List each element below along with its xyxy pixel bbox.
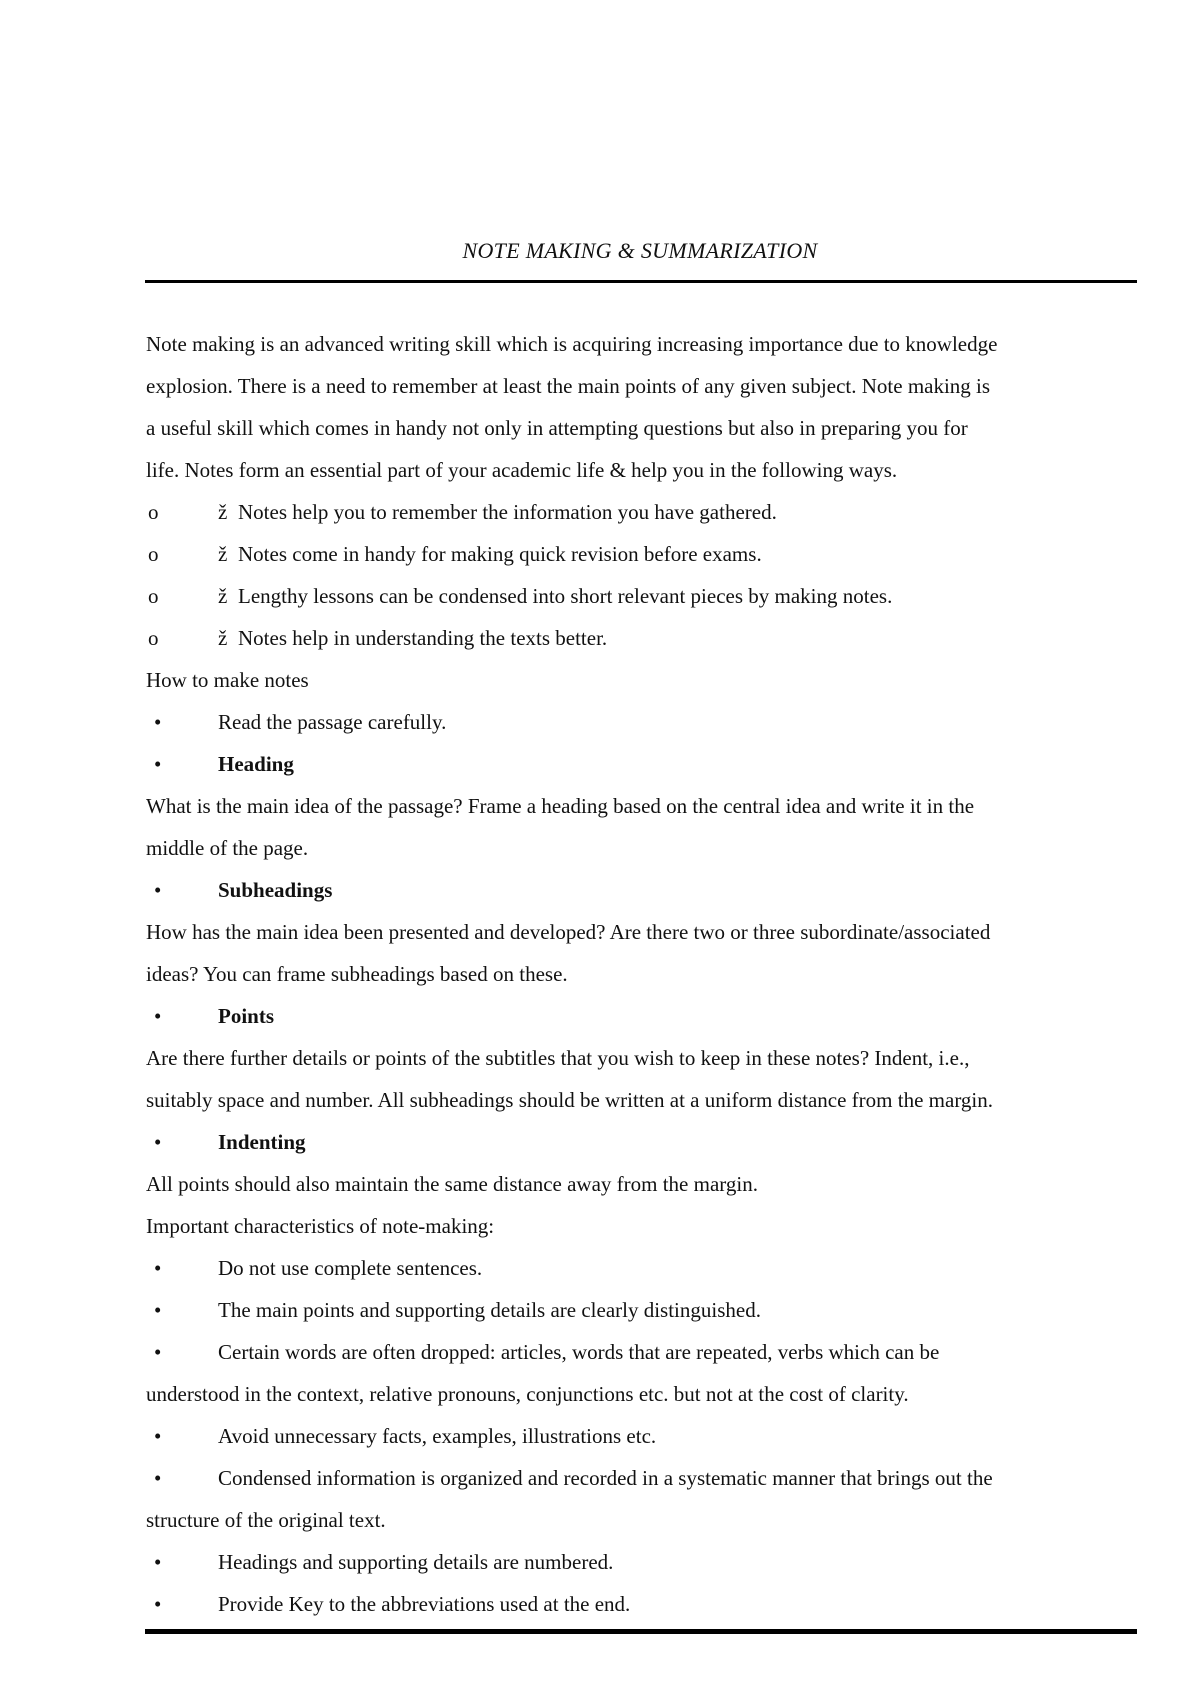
indenting-label: Indenting	[218, 1130, 306, 1154]
document-body	[146, 323, 1136, 1625]
bullet-icon: •	[154, 1130, 162, 1154]
footer-divider	[145, 1629, 1137, 1634]
bullet-icon: •	[154, 1592, 162, 1616]
paragraph-line: Note making is an advanced writing skill which is acquiring increasing importance due to knowledge	[146, 332, 998, 356]
list-item	[146, 533, 1136, 575]
list-item	[146, 575, 1136, 617]
list-item-text: Notes help in understanding the texts better.	[238, 626, 608, 650]
list-item-text: Headings and supporting details are numbered.	[218, 1550, 614, 1574]
list-item-text: Condensed information is organized and recorded in a systematic manner that brings out the	[218, 1466, 993, 1490]
list-item	[146, 1247, 1136, 1289]
paragraph-line: What is the main idea of the passage? Frame a heading based on the central idea and write it in the	[146, 794, 975, 818]
list-item	[146, 1289, 1136, 1331]
paragraph-line: Are there further details or points of the subtitles that you wish to keep in these notes? Indent, i.e.,	[146, 1046, 970, 1070]
section-heading: How to make notes	[146, 668, 309, 692]
paragraph-line: structure of the original text.	[146, 1508, 386, 1532]
paragraph-line: middle of the page.	[146, 836, 309, 860]
list-item	[146, 491, 1136, 533]
page-title: NOTE MAKING & SUMMARIZATION	[462, 238, 818, 263]
list-item-text: Do not use complete sentences.	[218, 1256, 483, 1280]
list-item-text: Lengthy lessons can be condensed into short relevant pieces by making notes.	[238, 584, 893, 608]
bullet-icon: •	[154, 1004, 162, 1028]
paragraph-line: suitably space and number. All subheadings should be written at a uniform distance from the margin.	[146, 1088, 994, 1112]
hook-bullet-icon: ž	[218, 584, 228, 608]
list-item	[146, 1121, 1136, 1163]
circle-bullet-icon: o	[148, 500, 159, 524]
bullet-icon: •	[154, 1298, 162, 1322]
list-item-text: Read the passage carefully.	[218, 710, 447, 734]
bullet-icon: •	[154, 710, 162, 734]
list-item-text: The main points and supporting details are clearly distinguished.	[218, 1298, 761, 1322]
list-item	[146, 1415, 1136, 1457]
list-item	[146, 743, 1136, 785]
paragraph-line: How has the main idea been presented and developed? Are there two or three subordinate/associated	[146, 920, 991, 944]
list-item-text: Provide Key to the abbreviations used at the end.	[218, 1592, 631, 1616]
heading-label: Heading	[218, 752, 294, 776]
list-item	[146, 1331, 1136, 1373]
circle-bullet-icon: o	[148, 542, 159, 566]
paragraph-line: ideas? You can frame subheadings based on these.	[146, 962, 568, 986]
list-item	[146, 1541, 1136, 1583]
bullet-icon: •	[154, 752, 162, 776]
list-item-text: Avoid unnecessary facts, examples, illustrations etc.	[218, 1424, 657, 1448]
bullet-icon: •	[154, 1550, 162, 1574]
bullet-icon: •	[154, 1340, 162, 1364]
hook-bullet-icon: ž	[218, 500, 228, 524]
paragraph-line: understood in the context, relative pronouns, conjunctions etc. but not at the cost of clarity.	[146, 1382, 909, 1406]
bullet-icon: •	[154, 1256, 162, 1280]
paragraph-line: All points should also maintain the same distance away from the margin.	[146, 1172, 758, 1196]
points-label: Points	[218, 1004, 275, 1028]
list-item	[146, 869, 1136, 911]
bullet-icon: •	[154, 1424, 162, 1448]
list-item	[146, 1457, 1136, 1499]
circle-bullet-icon: o	[148, 584, 159, 608]
list-item-text: Notes come in handy for making quick revision before exams.	[238, 542, 762, 566]
list-item	[146, 617, 1136, 659]
bullet-icon: •	[154, 878, 162, 902]
subheadings-label: Subheadings	[218, 878, 333, 902]
hook-bullet-icon: ž	[218, 626, 228, 650]
paragraph-line: a useful skill which comes in handy not only in attempting questions but also in preparing you for	[146, 416, 968, 440]
list-item-text: Notes help you to remember the information you have gathered.	[238, 500, 777, 524]
section-heading: Important characteristics of note-making:	[146, 1214, 495, 1238]
list-item	[146, 995, 1136, 1037]
title-divider	[145, 280, 1137, 283]
list-item	[146, 701, 1136, 743]
paragraph-line: explosion. There is a need to remember at least the main points of any given subject. Note making is	[146, 374, 991, 398]
bullet-icon: •	[154, 1466, 162, 1490]
list-item	[146, 1583, 1136, 1625]
hook-bullet-icon: ž	[218, 542, 228, 566]
list-item-text: Certain words are often dropped: articles, words that are repeated, verbs which can be	[218, 1340, 940, 1364]
circle-bullet-icon: o	[148, 626, 159, 650]
paragraph-line: life. Notes form an essential part of your academic life & help you in the following ways.	[146, 458, 898, 482]
